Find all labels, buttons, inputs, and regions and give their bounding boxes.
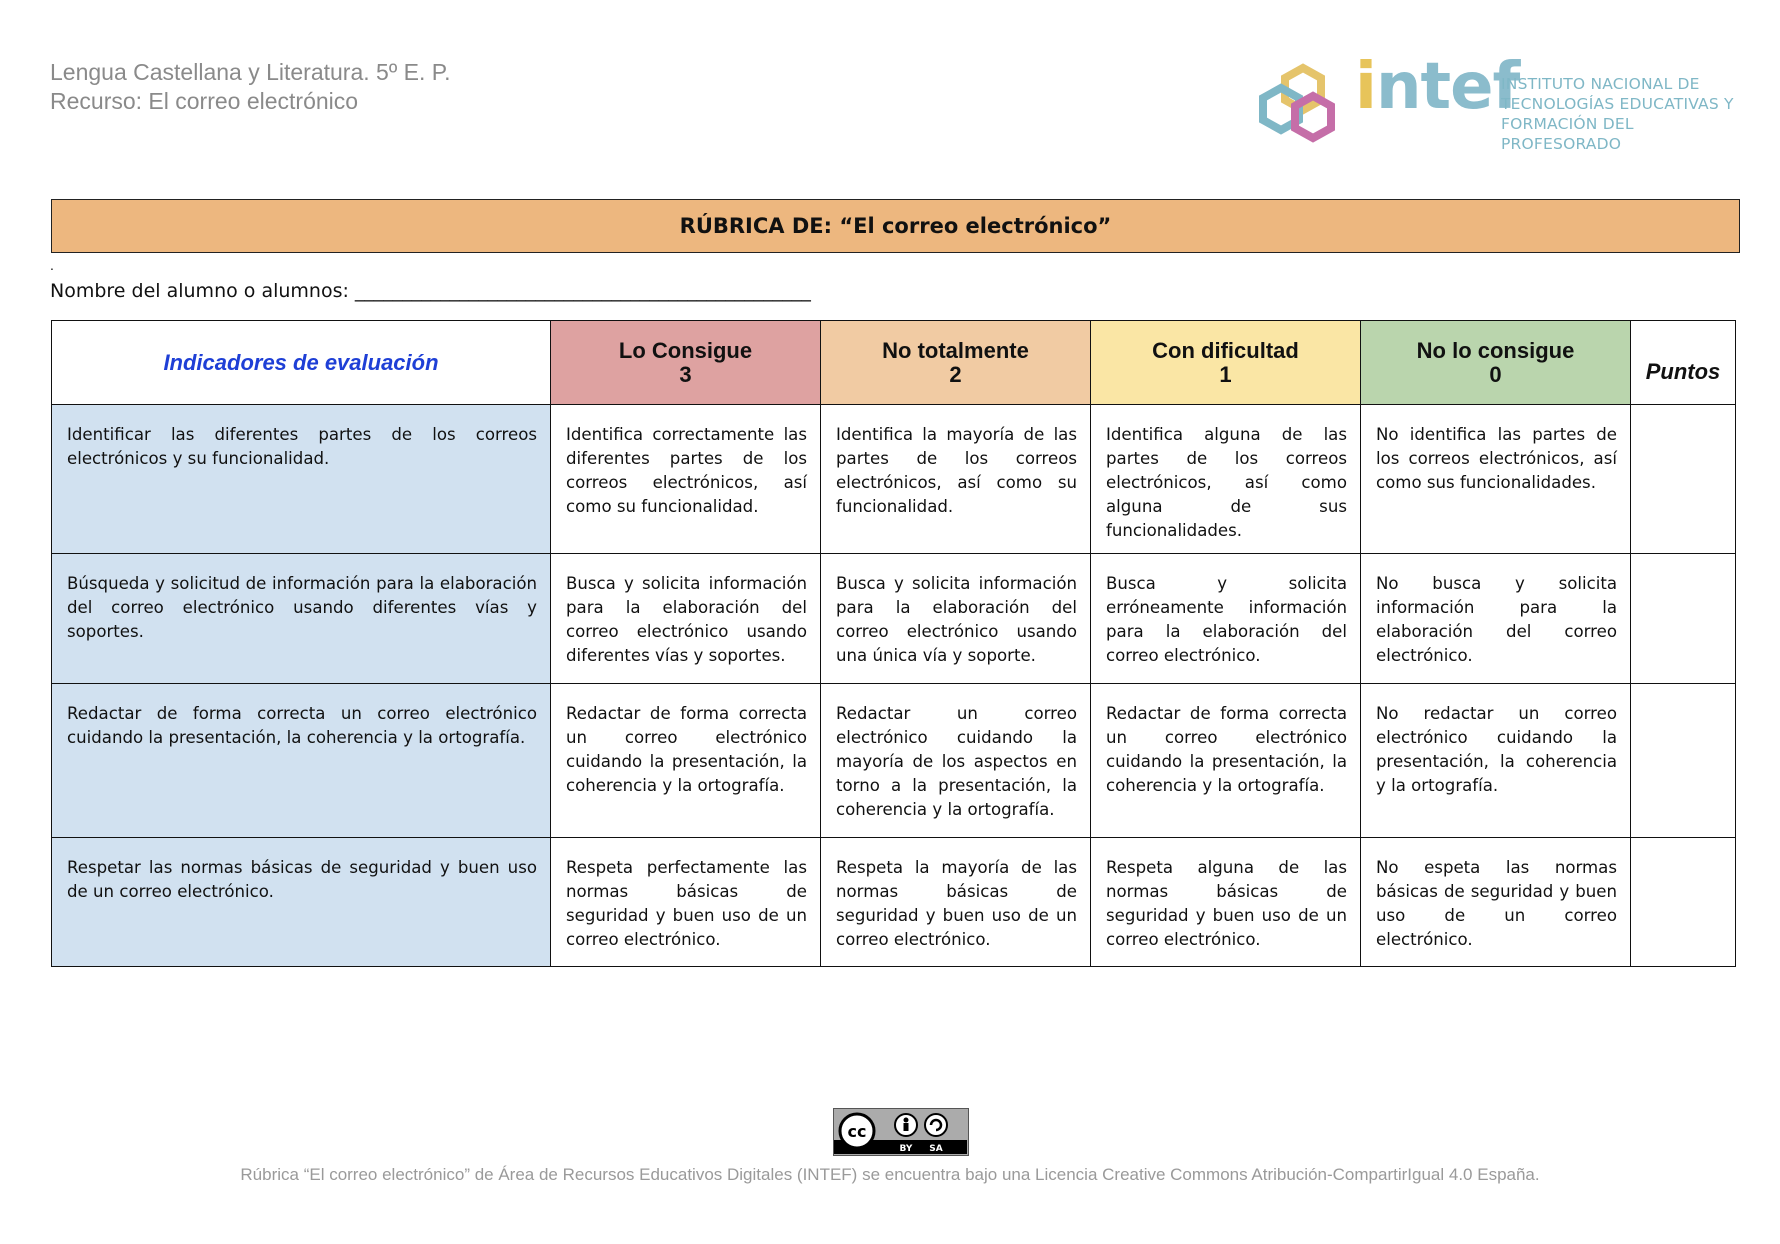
level-0-cell: No redactar un correo electrónico cuidando la presentación, la coherencia y la ortografía. bbox=[1361, 684, 1631, 838]
level-1-cell: Respeta alguna de las normas básicas de seguridad y buen uso de un correo electrónico. bbox=[1091, 838, 1361, 967]
level-2-cell: Respeta la mayoría de las normas básicas de seguridad y buen uso de un correo electrónico. bbox=[821, 838, 1091, 967]
indicator-cell: Respetar las normas básicas de seguridad y buen uso de un correo electrónico. bbox=[52, 838, 551, 967]
level-1-cell: Identifica alguna de las partes de los correos electrónicos, así como alguna de sus funcionalidades. bbox=[1091, 405, 1361, 554]
points-cell[interactable] bbox=[1631, 405, 1736, 554]
level-0-header: No lo consigue 0 bbox=[1361, 321, 1631, 405]
table-row bbox=[52, 554, 1736, 684]
points-cell[interactable] bbox=[1631, 684, 1736, 838]
indicator-cell: Redactar de forma correcta un correo electrónico cuidando la presentación, la coherencia y la ortografía. bbox=[52, 684, 551, 838]
level-3-cell: Respeta perfectamente las normas básicas de seguridad y buen uso de un correo electrónico. bbox=[551, 838, 821, 967]
rubric-title: RÚBRICA DE: “El correo electrónico” bbox=[51, 199, 1740, 253]
level-1-cell: Redactar de forma correcta un correo electrónico cuidando la presentación, la coherencia y la ortografía. bbox=[1091, 684, 1361, 838]
table-header-row bbox=[52, 321, 1736, 405]
level-0-cell: No busca y solicita información para la elaboración del correo electrónico. bbox=[1361, 554, 1631, 684]
level-3-header: Lo Consigue 3 bbox=[551, 321, 821, 405]
intef-wordmark: intef bbox=[1355, 50, 1520, 124]
document-header bbox=[50, 58, 451, 116]
rubric-table bbox=[51, 320, 1736, 967]
level-2-cell: Identifica la mayoría de las partes de los correos electrónicos, así como su funcionalidad. bbox=[821, 405, 1091, 554]
student-name-field[interactable]: Nombre del alumno o alumnos: ________________________________________________ bbox=[50, 280, 811, 302]
level-1-header: Con dificultad 1 bbox=[1091, 321, 1361, 405]
indicator-cell: Identificar las diferentes partes de los correos electrónicos y su funcionalidad. bbox=[52, 405, 551, 554]
institute-name: INSTITUTO NACIONAL DE TECNOLOGÍAS EDUCATIVAS Y FORMACIÓN DEL PROFESORADO bbox=[1501, 75, 1734, 153]
subject-line: Lengua Castellana y Literatura. 5º E. P. bbox=[50, 59, 451, 85]
stray-dot: . bbox=[50, 257, 54, 273]
level-0-cell: No identifica las partes de los correos electrónicos, así como sus funcionalidades. bbox=[1361, 405, 1631, 554]
level-0-cell: No espeta las normas básicas de seguridad y buen uso de un correo electrónico. bbox=[1361, 838, 1631, 967]
intef-logo bbox=[1255, 50, 1735, 153]
svg-text:SA: SA bbox=[929, 1144, 943, 1154]
table-row bbox=[52, 838, 1736, 967]
table-row bbox=[52, 405, 1736, 554]
indicator-cell: Búsqueda y solicitud de información para la elaboración del correo electrónico usando diferentes vías y soportes. bbox=[52, 554, 551, 684]
points-header: Puntos bbox=[1631, 321, 1736, 405]
svg-text:cc: cc bbox=[847, 1122, 867, 1141]
level-3-cell: Busca y solicita información para la elaboración del correo electrónico usando diferentes vías y soportes. bbox=[551, 554, 821, 684]
level-2-cell: Busca y solicita información para la elaboración del correo electrónico usando una única vía y soporte. bbox=[821, 554, 1091, 684]
level-2-header: No totalmente 2 bbox=[821, 321, 1091, 405]
intef-knot-icon bbox=[1255, 58, 1345, 152]
level-3-cell: Identifica correctamente las diferentes partes de los correos electrónicos, así como su funcionalidad. bbox=[551, 405, 821, 554]
indicators-header: Indicadores de evaluación bbox=[52, 321, 551, 405]
license-notice: Rúbrica “El correo electrónico” de Área de Recursos Educativos Digitales (INTEF) se encuentra bajo una Licencia Creative Commons Atribución-CompartirIgual 4.0 España. bbox=[240, 1165, 1540, 1184]
resource-line: Recurso: El correo electrónico bbox=[50, 88, 359, 114]
svg-text:BY: BY bbox=[899, 1144, 913, 1154]
cc-by-sa-icon bbox=[834, 1109, 967, 1154]
level-1-cell: Busca y solicita erróneamente información para la elaboración del correo electrónico. bbox=[1091, 554, 1361, 684]
points-cell[interactable] bbox=[1631, 838, 1736, 967]
level-3-cell: Redactar de forma correcta un correo electrónico cuidando la presentación, la coherencia y la ortografía. bbox=[551, 684, 821, 838]
table-row bbox=[52, 684, 1736, 838]
level-2-cell: Redactar un correo electrónico cuidando la mayoría de los aspectos en torno a la presentación, la coherencia y la ortografía. bbox=[821, 684, 1091, 838]
creative-commons-badge[interactable] bbox=[833, 1108, 969, 1156]
points-cell[interactable] bbox=[1631, 554, 1736, 684]
